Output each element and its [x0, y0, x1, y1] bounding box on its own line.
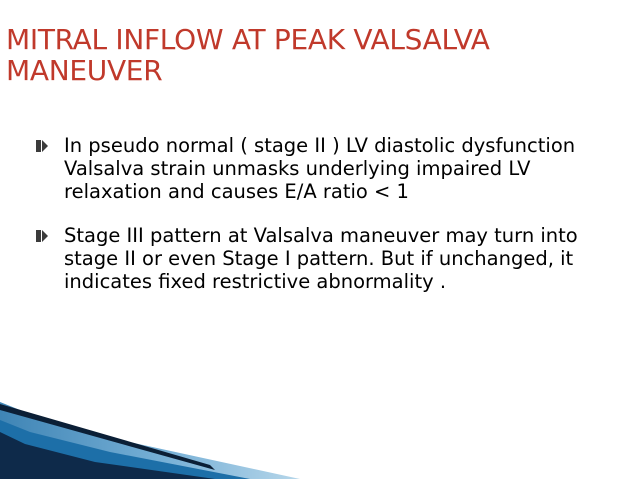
bullet-text: In pseudo normal ( stage II ) LV diastolic dysfunction Valsalva strain unmasks underlying impaired LV relaxation and causes E/A ratio < 1 [64, 134, 576, 203]
slide-title: MITRAL INFLOW AT PEAK VALSALVA MANEUVER [6, 23, 490, 87]
bullet-text: Stage III pattern at Valsalva maneuver may turn into stage II or even Stage I pattern. But if unchanged, it indicates fixed restrictive abnormality . [64, 224, 578, 293]
